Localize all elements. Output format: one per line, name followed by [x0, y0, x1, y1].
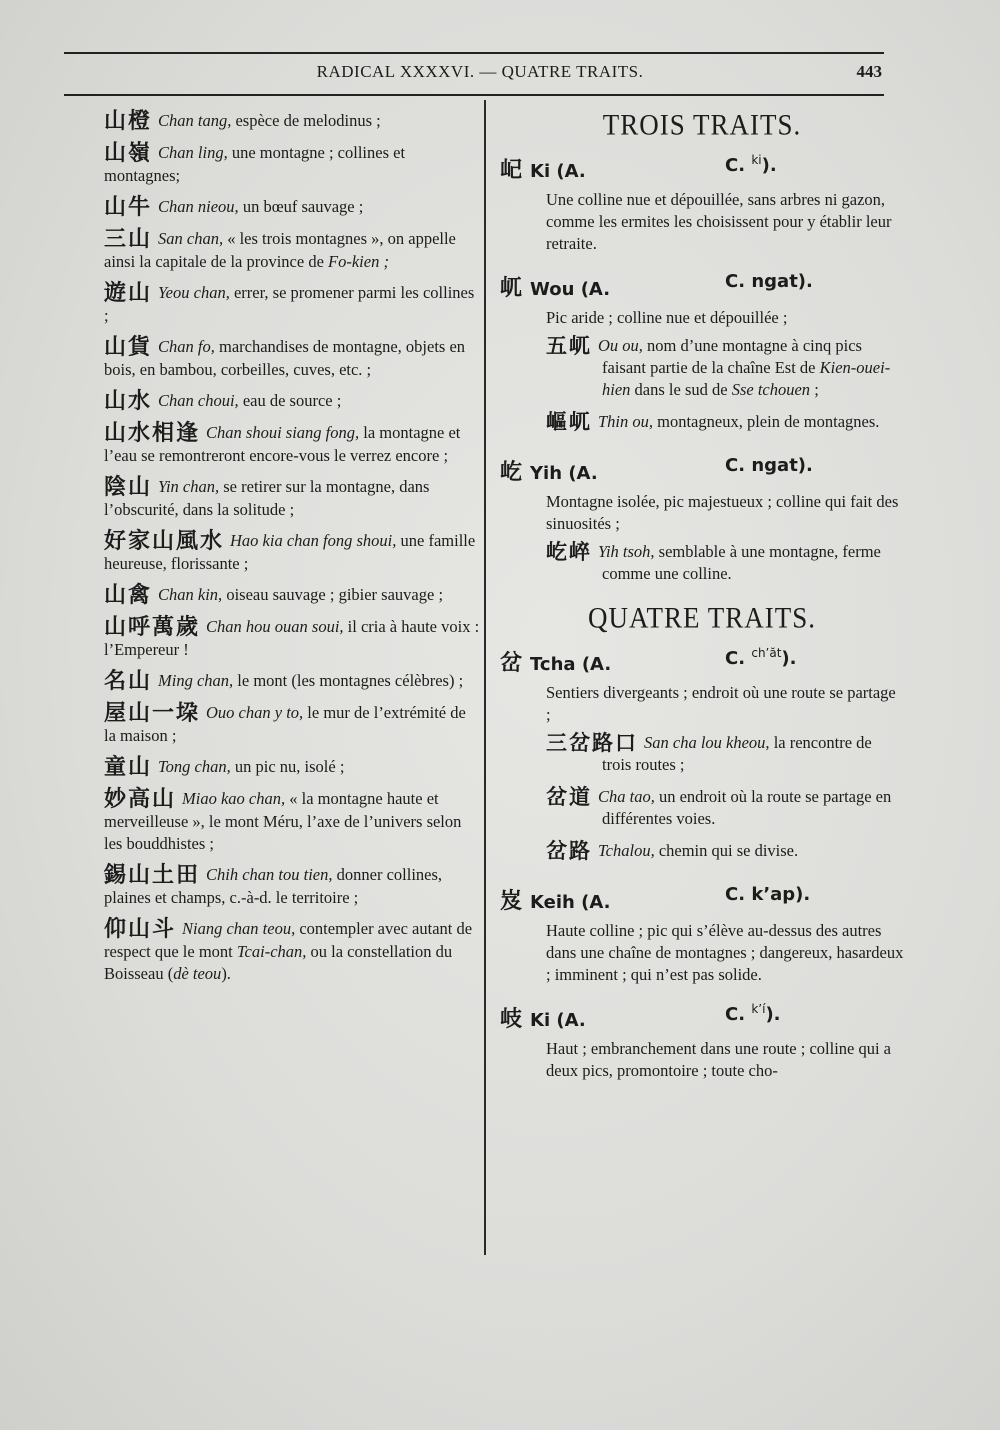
entry: 屋山一垜 Ouo chan y to, le mur de l’extrémité de la maison ; — [104, 701, 466, 745]
definition: Une colline nue et dépouillée, sans arbres ni gazon, comme les ermites les choisissent pour y établir leur retraite. — [546, 190, 892, 253]
sub-entry: 岔路 Tchalou, chemin qui se divise. — [546, 839, 799, 863]
head-entry: 屹 Yih (A. C. ngat). — [500, 455, 813, 485]
column-divider — [484, 100, 486, 1255]
entry: 陰山 Yin chan, se retirer sur la montagne, dans l’obscurité, dans la solitude ; — [104, 475, 430, 519]
entry: 山水相逢 Chan shoui siang fong, la montagne et l’eau se remontreront encore-vous le verrez encore ; — [104, 421, 461, 465]
entry: 三山 San chan, « les trois montagnes », on appelle ainsi la capitale de la province de Fo-kien ; — [104, 227, 456, 271]
head-entry: 岔 Tcha (A. C. $^{ch’ăt}$). — [500, 646, 797, 676]
definition: Haut ; embranchement dans une route ; colline qui a deux pics, promontoire ; toute cho- — [546, 1039, 892, 1080]
entry: 山呼萬歲 Chan hou ouan soui, il cria à haute voix : l’Empereur ! — [104, 615, 480, 659]
entry: 遊山 Yeou chan, errer, se promener parmi les collines ; — [104, 281, 475, 325]
head-entry: 岌 Keih (A. C. k’ap). — [500, 884, 811, 914]
definition: Haute colline ; pic qui s’élève au-dessus des autres dans une chaîne de montagnes ; dangereux, hasardeux ; imminent ; qui n’est pas solide. — [546, 921, 904, 984]
entry: 妙高山 Miao kao chan, « la montagne haute et merveilleuse », le mont Méru, l’axe de l’univers selon les bouddhistes ; — [104, 787, 462, 853]
top-rule — [64, 52, 884, 54]
entry: 山禽 Chan kin, oiseau sauvage ; gibier sauvage ; — [104, 583, 444, 608]
section-title: TROIS TRAITS. — [602, 108, 802, 142]
head-entry: 屼 Wou (A. C. ngat). — [500, 271, 813, 301]
sub-entry: 屹崪 Yih tsoh, semblable à une montagne, ferme comme une colline. — [546, 540, 881, 583]
definition: Montagne isolée, pic majestueux ; colline qui fait des sinuosités ; — [546, 492, 899, 533]
running-header: RADICAL XXXXVI. — QUATRE TRAITS. — [316, 62, 644, 81]
entry: 山貨 Chan fo, marchandises de montagne, objets en bois, en bambou, corbeilles, cuves, etc. ; — [104, 335, 466, 379]
sub-entry: 三岔路口 San cha lou kheou, la rencontre de trois routes ; — [546, 731, 872, 774]
entry: 好家山風水 Hao kia chan fong shoui, une famille heureuse, florissante ; — [104, 529, 476, 573]
head-entry: 岐 Ki (A. C. $^{k’í}$). — [500, 1002, 781, 1032]
entry: 名山 Ming chan, le mont (les montagnes célèbres) ; — [104, 669, 464, 694]
definition: Sentiers divergeants ; endroit où une route se partage ; — [546, 683, 896, 724]
page-number: 443 — [856, 62, 882, 81]
definition: Pic aride ; colline nue et dépouillée ; — [546, 308, 788, 327]
sub-entry: 五屼 Ou ou, nom d’une montagne à cinq pics faisant partie de la chaîne Est de Kien-ouei-hien dans le sud de Sse tchouen ; — [546, 334, 891, 399]
sub-entry: 嶇屼 Thin ou, montagneux, plein de montagnes. — [546, 410, 880, 434]
left-column — [104, 110, 480, 994]
entry: 仰山斗 Niang chan teou, contempler avec autant de respect que le mont Tcai-chan, ou la constellation du Boisseau (dè teou). — [104, 917, 473, 983]
entry: 錫山土田 Chih chan tou tien, donner collines, plaines et champs, c.-à-d. le territoire ; — [104, 863, 443, 907]
head-entry: 屺 Ki (A. C. $^{ki}$). — [500, 153, 777, 183]
entry: 山水 Chan choui, eau de source ; — [104, 389, 342, 414]
sub-entry: 岔道 Cha tao, un endroit où la route se partage en différentes voies. — [546, 785, 892, 828]
entry: 山嶺 Chan ling, une montagne ; collines et montagnes; — [104, 141, 406, 185]
entry: 山牛 Chan nieou, un bœuf sauvage ; — [104, 195, 364, 220]
entry: 童山 Tong chan, un pic nu, isolé ; — [104, 755, 345, 780]
section-title: QUATRE TRAITS. — [587, 601, 816, 635]
right-column — [500, 110, 904, 1088]
header-rule — [64, 94, 884, 96]
entry: 山橙 Chan tang, espèce de melodinus ; — [104, 109, 381, 134]
